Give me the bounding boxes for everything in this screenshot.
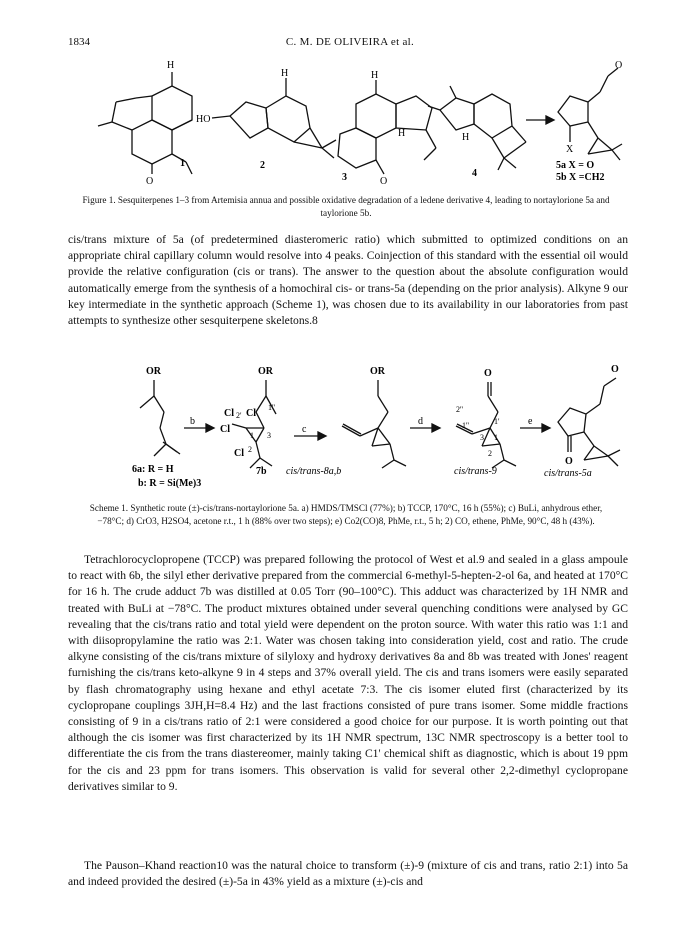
paragraph-1-text: cis/trans mixture of 5a (of predetermined diasteromeric ratio) which submitted to optimized conditions on an appropriate chiral capillary column would resolve into 4 peaks. Coinjection of this standard with the essential oil would provide the relative configuration (cis or trans). The answer to the question about the absolute configuration would automatically emerge from the synthesis of a homochiral cis- or trans-5a (depending on the prior analysis). Alkyne 9 our key intermediate in the synthetic approach (Scheme 1), was chosen due to its availability in our laboratories from past attempts to synthesize other sesquiterpene skeletons.8 — [68, 233, 628, 328]
figure-1-structures — [60, 56, 632, 190]
compound-label-6b: b: R = Si(Me)3 — [138, 478, 202, 489]
scheme-locant: 1'' — [268, 403, 275, 412]
figure-1-drawing — [60, 56, 632, 190]
scheme-1-caption: Scheme 1. Synthetic route (±)-cis/trans-nortaylorione 5a. a) HMDS/TMSCl (77%); b) TCCP, 170°C, 16 h (55%); c) BuLi, anhydrous ether, −78°C; d) CrO3, H2SO4, acetone r.t., 1 h (88% over two steps); e) Co2(CO)8, PhMe, r.t., 5 h; 2) CO, ethene, PhMe, 90°C, 48 h (43%). — [89, 503, 603, 526]
paragraph-2-text: Tetrachlorocyclopropene (TCCP) was prepared following the protocol of West et al.9 and sealed in a glass ampoule to react with 6b, the silyl ether derivative prepared from the commercial 6-methyl-5-hepten-2-ol 6a, and heated at 170°C for 16 h. The crude adduct 7b was distilled at 0.05 Torr (90–100°C). This adduct was characterized by 1H NMR and treated with BuLi at −78°C. The product mixtures obtained under several quenching conditions were analysed by GC revealing that the cis/trans ratio and total yield were dependent on the proton source. With water this ratio was 1:1 and with diisopropylamine the ratio was 2:1. Water was chosen taking into consideration yield, cost and ratio. The crude alkyne consisting of the cis/trans mixture of silyloxy and hydroxy derivatives 8a and 8b was treated with Jones' reagent furnishing the cis/trans keto-alkyne 9 in 4 steps and 37% overall yield. The cis and trans isomers were easily separated by flash chromatography using hexane and ethyl acetate 7:3. The cis isomer eluted first (characterized by its cyclopropane couplings 3JH,H=8.4 Hz) and the last fractions consisted of pure trans isomer. Some middle fractions consisting of 9 in a cis/trans ratio of 2:1 were considered a good choice for our purpose. It is worth pointing out that although the cis isomer was first characterized by its 1H NMR spectrum, 13C NMR spectroscopy is a better tool to differentiate the cis from the trans diastereomer, mainly taking C1' chemical shift as diagnostic, which is about 19 ppm for the cis and 23 ppm for trans isomers. This observation is valid for several other 2,2-dimethyl cyclopropane derivatives similar to 9. — [68, 553, 628, 793]
scheme-locant: 2'' — [456, 405, 463, 414]
compound-label-2: 2 — [260, 160, 265, 171]
scheme-locant: 1'' — [462, 421, 469, 430]
arrow-label-d: d — [418, 416, 423, 427]
compound-label-7b: 7b — [256, 466, 267, 477]
compound-label-6a: 6a: R = H — [132, 464, 174, 475]
fig1-atom-label: HO — [196, 114, 211, 125]
scheme-atom-label: Cl — [224, 408, 234, 419]
scheme-atom-label: O — [611, 364, 619, 375]
compound-label-3: 3 — [342, 172, 347, 183]
compound-label-5b: 5b X =CH2 — [556, 172, 605, 183]
scheme-atom-label: O — [565, 456, 573, 467]
arrow-label-c: c — [302, 424, 307, 435]
scheme-atom-label: OR — [146, 366, 161, 377]
fig1-atom-label: H — [398, 128, 406, 139]
body-paragraph-3 — [68, 858, 628, 890]
compound-label-5a: 5a X = O — [556, 160, 595, 171]
fig1-atom-label: X — [566, 144, 574, 155]
running-title: C. M. DE OLIVEIRA et al. — [285, 36, 415, 48]
scheme-locant: 2 — [488, 449, 492, 458]
scheme-atom-label: O — [484, 368, 492, 379]
fig1-atom-label: H — [167, 60, 175, 71]
fig1-atom-label: H — [371, 70, 379, 81]
page-header — [68, 36, 632, 52]
scheme-1-structures — [60, 356, 632, 494]
compound-label-5a-scheme: cis/trans-5a — [544, 468, 592, 479]
scheme-locant: 1 — [494, 433, 498, 442]
fig1-atom-label: O — [380, 176, 388, 187]
scheme-locant: 3 — [480, 433, 484, 442]
figure-1-caption: Figure 1. Sesquiterpenes 1–3 from Artemisia annua and possible oxidative degradation of a ledene derivative 4, leading to nortaylorione 5a and taylorione 5b. — [82, 195, 610, 218]
body-paragraph-2 — [68, 552, 628, 795]
scheme-locant: 3 — [267, 431, 271, 440]
page-number: 1834 — [68, 36, 90, 48]
scheme-atom-label: OR — [370, 366, 385, 377]
body-paragraph-1 — [68, 232, 628, 329]
scheme-locant: 2 — [248, 445, 252, 454]
fig1-atom-label: O — [146, 176, 154, 187]
scheme-atom-label: Cl — [234, 448, 244, 459]
fig1-atom-label: H — [462, 132, 470, 143]
compound-label-1: 1 — [180, 158, 185, 169]
scheme-locant: 1 — [250, 431, 254, 440]
fig1-atom-label: O — [615, 60, 623, 71]
arrow-label-b: b — [190, 416, 195, 427]
scheme-atom-label: Cl — [246, 408, 256, 419]
compound-label-4: 4 — [472, 168, 477, 179]
fig1-atom-label: H — [281, 68, 289, 79]
scheme-1-drawing — [60, 356, 632, 494]
paragraph-3-text: The Pauson–Khand reaction10 was the natural choice to transform (±)-9 (mixture of cis and trans, ratio 2:1) into 5a and indeed provided the desired (±)-5a in 43% yield as a mixture (±)-cis and — [68, 859, 628, 889]
scheme-locant: 1' — [494, 417, 500, 426]
scheme-atom-label: OR — [258, 366, 273, 377]
arrow-label-e: e — [528, 416, 533, 427]
compound-label-9: cis/trans-9 — [454, 466, 497, 477]
compound-label-8ab: cis/trans-8a,b — [286, 466, 342, 477]
scheme-locant: 2' — [236, 411, 242, 420]
scheme-atom-label: Cl — [220, 424, 230, 435]
